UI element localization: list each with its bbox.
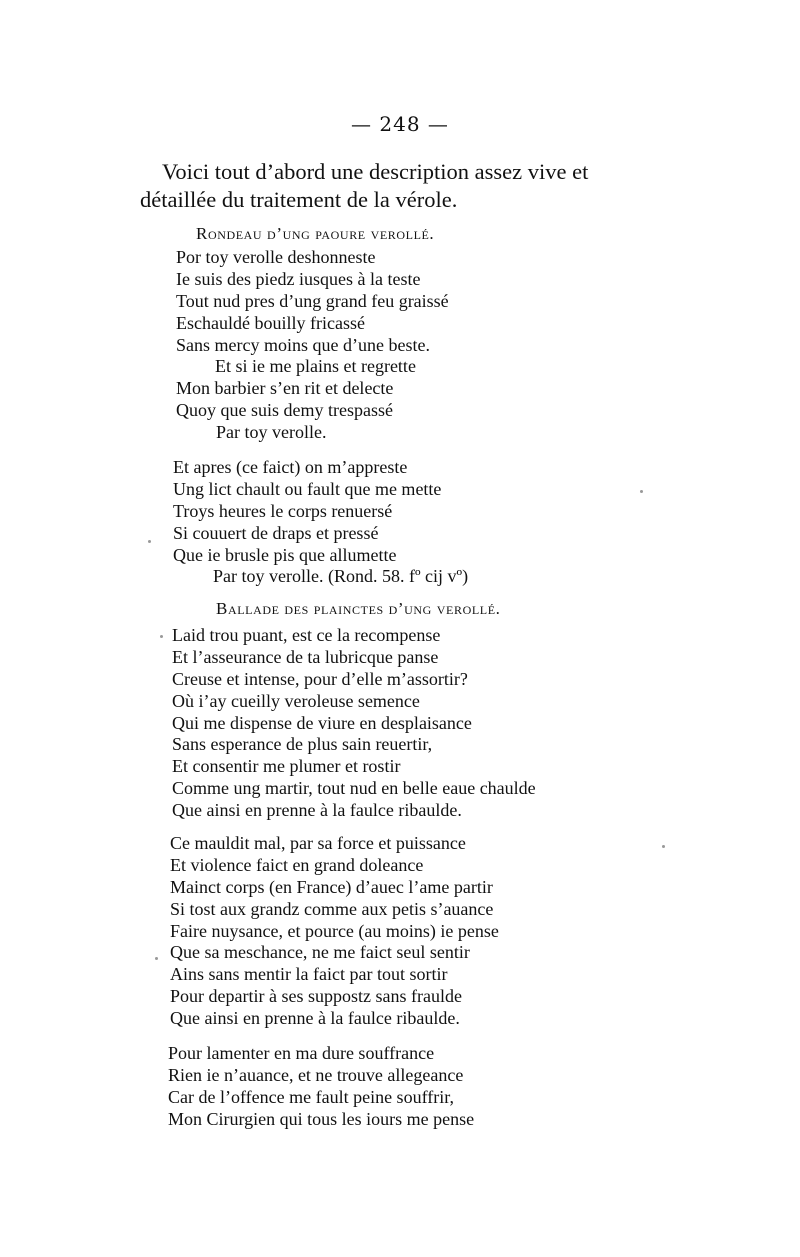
rondeau-heading: Rondeau d’ung paoure verollé. (196, 224, 435, 243)
verse-line: Et l’asseurance de ta lubricque panse (172, 646, 439, 667)
print-speck (155, 957, 158, 960)
ballade-stanza-2 (170, 833, 499, 1030)
ballade-stanza-1 (172, 625, 536, 822)
intro-line: détaillée du traitement de la vérole. (140, 187, 458, 212)
verse-line: Mon barbier s’en rit et delecte (176, 378, 394, 399)
verse-line: Et si ie me plains et regrette (215, 356, 416, 377)
print-speck (148, 540, 151, 543)
verse-line: Mainct corps (en France) d’auec l’ame partir (170, 876, 493, 897)
intro-paragraph (140, 158, 670, 214)
verse-line: Ce mauldit mal, par sa force et puissance (170, 833, 466, 853)
rondeau-stanza-1 (176, 247, 449, 444)
verse-line: Sans mercy moins que d’une beste. (176, 334, 430, 355)
verse-refrain: Que ainsi en prenne à la faulce ribaulde. (170, 1008, 460, 1029)
verse-line: Ung lict chault ou fault que me mette (173, 478, 442, 499)
verse-refrain: Que ainsi en prenne à la faulce ribaulde. (172, 800, 462, 821)
verse-line: Rien ie n’auance, et ne trouve allegeance (168, 1064, 464, 1085)
verse-line: Faire nuysance, et pource (au moins) ie pense (170, 920, 499, 941)
ballade-heading: Ballade des plainctes d’ung verollé. (216, 599, 501, 618)
verse-line: Pour departir à ses suppostz sans fraulde (170, 986, 462, 1007)
verse-line: Sans esperance de plus sain reuertir, (172, 734, 433, 755)
ballade-stanza-3 (168, 1043, 474, 1131)
verse-line: Ains sans mentir la faict par tout sortir (170, 964, 448, 985)
verse-line: Laid trou puant, est ce la recompense (172, 625, 441, 645)
verse-line: Que sa meschance, ne me faict seul sentir (170, 942, 470, 963)
rondeau-stanza-2 (173, 457, 468, 588)
verse-line: Où i’ay cueilly veroleuse semence (172, 690, 420, 711)
verse-line: Si tost aux grandz comme aux petis s’auance (170, 898, 494, 919)
verse-line: Et apres (ce faict) on m’appreste (173, 457, 408, 477)
intro-line: Voici tout d’abord une description assez vive et (162, 159, 589, 184)
verse-line: Comme ung martir, tout nud en belle eaue chaulde (172, 778, 536, 799)
verse-line: Troys heures le corps renuersé (173, 500, 393, 521)
print-speck (662, 845, 665, 848)
verse-line: Tout nud pres d’ung grand feu graissé (176, 290, 449, 311)
page-number: — 248 — (351, 112, 449, 136)
verse-line: Creuse et intense, pour d’elle m’assortir? (172, 668, 468, 689)
verse-refrain: Par toy verolle. (216, 422, 327, 443)
verse-line: Et violence faict en grand doleance (170, 854, 424, 875)
verse-line: Et consentir me plumer et rostir (172, 756, 401, 777)
verse-line: Eschauldé bouilly fricassé (176, 312, 365, 333)
verse-refrain-citation: Par toy verolle. (Rond. 58. fº cij vº) (213, 566, 469, 587)
verse-line: Que ie brusle pis que allumette (173, 544, 397, 565)
verse-line: Por toy verolle deshonneste (176, 247, 376, 267)
verse-line: Si couuert de draps et pressé (173, 522, 379, 543)
print-speck (160, 635, 163, 638)
verse-line: Qui me dispense de viure en desplaisance (172, 712, 472, 733)
verse-line: Ie suis des piedz iusques à la teste (176, 268, 421, 289)
verse-line: Pour lamenter en ma dure souffrance (168, 1043, 435, 1063)
verse-line: Quoy que suis demy trespassé (176, 400, 393, 421)
print-speck (640, 490, 643, 493)
verse-line: Car de l’offence me fault peine souffrir, (168, 1086, 454, 1107)
verse-line: Mon Cirurgien qui tous les iours me pense (168, 1108, 475, 1129)
